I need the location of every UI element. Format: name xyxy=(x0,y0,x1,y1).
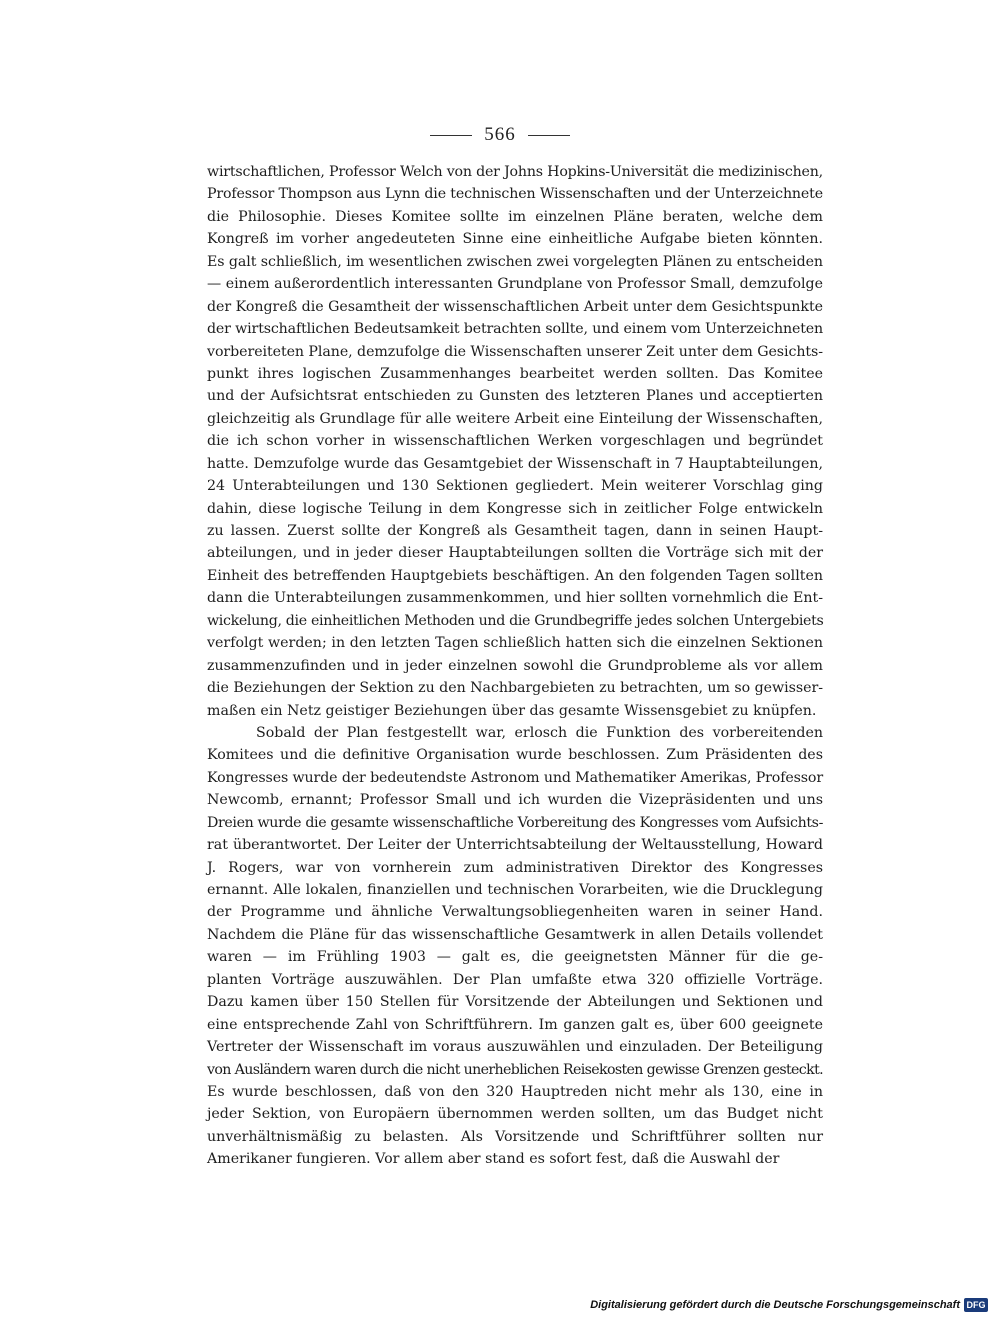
text-line: wickelung, die einheitlichen Methoden und die Grundbegriffe jedes solchen Untergebiets xyxy=(207,612,824,629)
text-line: J. Rogers, war von vornherein zum administrativen Direktor des Kongresses xyxy=(207,859,823,876)
text-line: dahin, diese logische Teilung in dem Kongresse sich in zeitlicher Folge entwickeln xyxy=(207,500,823,517)
text-line: Sobald der Plan festgestellt war, erlosch die Funktion des vorbereitenden xyxy=(256,724,823,741)
text-line: der Kongreß die Gesamtheit der wissenschaftlichen Arbeit unter dem Gesichtspunkte xyxy=(207,298,824,315)
text-line: Dazu kamen über 150 Stellen für Vorsitzende der Abteilungen und Sektionen und xyxy=(207,994,823,1011)
text-line: Kongresses wurde der bedeutendste Astronom und Mathematiker Amerikas, Professor xyxy=(207,769,823,786)
text-line: Dreien wurde die gesamte wissenschaftliche Vorbereitung des Kongresses vom Aufsichts- xyxy=(207,814,823,831)
text-line: die Beziehungen der Sektion zu den Nachbargebieten zu betrachten, um so gewisser- xyxy=(207,680,823,697)
text-line: die ich schon vorher in wissenschaftlichen Werken vorgeschlagen und begründet xyxy=(207,433,823,450)
text-line: unverhältnismäßig zu belasten. Als Vorsitzende und Schriftführer sollten nur xyxy=(207,1128,823,1145)
text-line: Komitees und die definitive Organisation wurde beschlossen. Zum Präsidenten des xyxy=(207,747,823,764)
text-line: Nachdem die Pläne für das wissenschaftliche Gesamtwerk in allen Details vollendet xyxy=(207,926,823,943)
page-number: 566 xyxy=(484,124,516,145)
text-line: maßen ein Netz geistiger Beziehungen über das gesamte Wissensgebiet zu knüpfen. xyxy=(207,702,817,719)
text-line: — einem außerordentlich interessanten Grundplane von Professor Small, demzufolge xyxy=(207,276,823,293)
text-line: 24 Unterabteilungen und 130 Sektionen gegliedert. Mein weiterer Vorschlag ging xyxy=(207,478,823,495)
header-rule-right xyxy=(528,135,570,136)
text-line: ernannt. Alle lokalen, finanziellen und technischen Vorarbeiten, wie die Drucklegung xyxy=(207,882,823,898)
text-line: vorbereiteten Plane, demzufolge die Wissenschaften unserer Zeit unter dem Gesichts- xyxy=(207,343,823,360)
text-line: der wirtschaftlichen Bedeutsamkeit betrachten sollte, und einem vom Unterzeichneten xyxy=(207,321,823,338)
text-line: von Ausländern waren durch die nicht unerheblichen Reisekosten gewisse Grenzen gesteckt. xyxy=(207,1061,823,1078)
text-line: zusammenzufinden und in jeder einzelnen sowohl die Grundprobleme als vor allem xyxy=(207,657,823,674)
text-line: Newcomb, ernannt; Professor Small und ich wurden die Vizepräsidenten und uns xyxy=(207,792,823,809)
text-line: gleichzeitig als Grundlage für alle weitere Arbeit eine Einteilung der Wissenschaften, xyxy=(207,410,823,427)
text-line: rat überantwortet. Der Leiter der Unterrichtsabteilung der Weltausstellung, Howard xyxy=(207,837,823,854)
text-line: Es galt schließlich, im wesentlichen zwischen zwei vorgelegten Plänen zu entscheiden xyxy=(207,253,823,270)
text-line: der Programme und ähnliche Verwaltungsobliegenheiten waren in seiner Hand. xyxy=(207,904,823,921)
text-line: und der Aufsichtsrat entschieden zu Gunsten des letzteren Planes und acceptierten xyxy=(207,388,823,405)
text-line: verfolgt werden; in den letzten Tagen schließlich hatten sich die einzelnen Sektionen xyxy=(207,635,823,652)
footer xyxy=(590,1298,988,1312)
paragraph xyxy=(207,161,823,722)
text-line: hatte. Demzufolge wurde das Gesamtgebiet der Wissenschaft in 7 Hauptabteilungen, xyxy=(207,455,823,472)
text-line: Kongreß im vorher angedeuteten Sinne eine einheitliche Aufgabe bieten könnten. xyxy=(207,231,823,248)
text-line: Vertreter der Wissenschaft im voraus auszuwählen und einzuladen. Der Beteiligung xyxy=(207,1039,823,1056)
footer-credit: Digitalisierung gefördert durch die Deutsche Forschungsgemeinschaft xyxy=(590,1299,960,1311)
text-line: dann die Unterabteilungen zusammenkommen, und hier sollten vornehmlich die Ent- xyxy=(207,590,823,607)
page-header xyxy=(0,124,1000,146)
header-rule-left xyxy=(430,135,472,136)
paragraph xyxy=(207,722,823,1171)
text-line: zu lassen. Zuerst sollte der Kongreß als Gesamtheit tagen, dann in seinen Haupt- xyxy=(207,523,823,539)
text-line: Professor Thompson aus Lynn die technischen Wissenschaften und der Unterzeichnete xyxy=(207,186,823,203)
text-line: wirtschaftlichen, Professor Welch von der Johns Hopkins-Universität die medizinischen, xyxy=(207,164,823,180)
text-line: Es wurde beschlossen, daß von den 320 Hauptreden nicht mehr als 130, eine in xyxy=(207,1083,823,1100)
text-line: jeder Sektion, von Europäern übernommen werden sollten, um das Budget nicht xyxy=(207,1106,823,1123)
text-line: planten Vorträge auszuwählen. Der Plan umfaßte etwa 320 offizielle Vorträge. xyxy=(207,971,823,988)
text-line: Amerikaner fungieren. Vor allem aber stand es sofort fest, daß die Auswahl der xyxy=(207,1151,780,1168)
text-line: die Philosophie. Dieses Komitee sollte im einzelnen Pläne beraten, welche dem xyxy=(207,208,823,225)
text-line: waren — im Frühling 1903 — galt es, die geeignetsten Männer für die ge- xyxy=(207,949,823,966)
text-line: eine entsprechende Zahl von Schriftführern. Im ganzen galt es, über 600 geeignete xyxy=(207,1016,823,1033)
text-line: abteilungen, und in jeder dieser Hauptabteilungen sollten die Vorträge sich mit der xyxy=(207,545,823,562)
text-line: Einheit des betreffenden Hauptgebiets beschäftigen. An den folgenden Tagen sollten xyxy=(207,567,823,584)
dfg-logo: DFG xyxy=(964,1298,988,1312)
body-text xyxy=(207,161,823,1171)
text-line: punkt ihres logischen Zusammenhanges bearbeitet werden sollten. Das Komitee xyxy=(207,365,823,382)
